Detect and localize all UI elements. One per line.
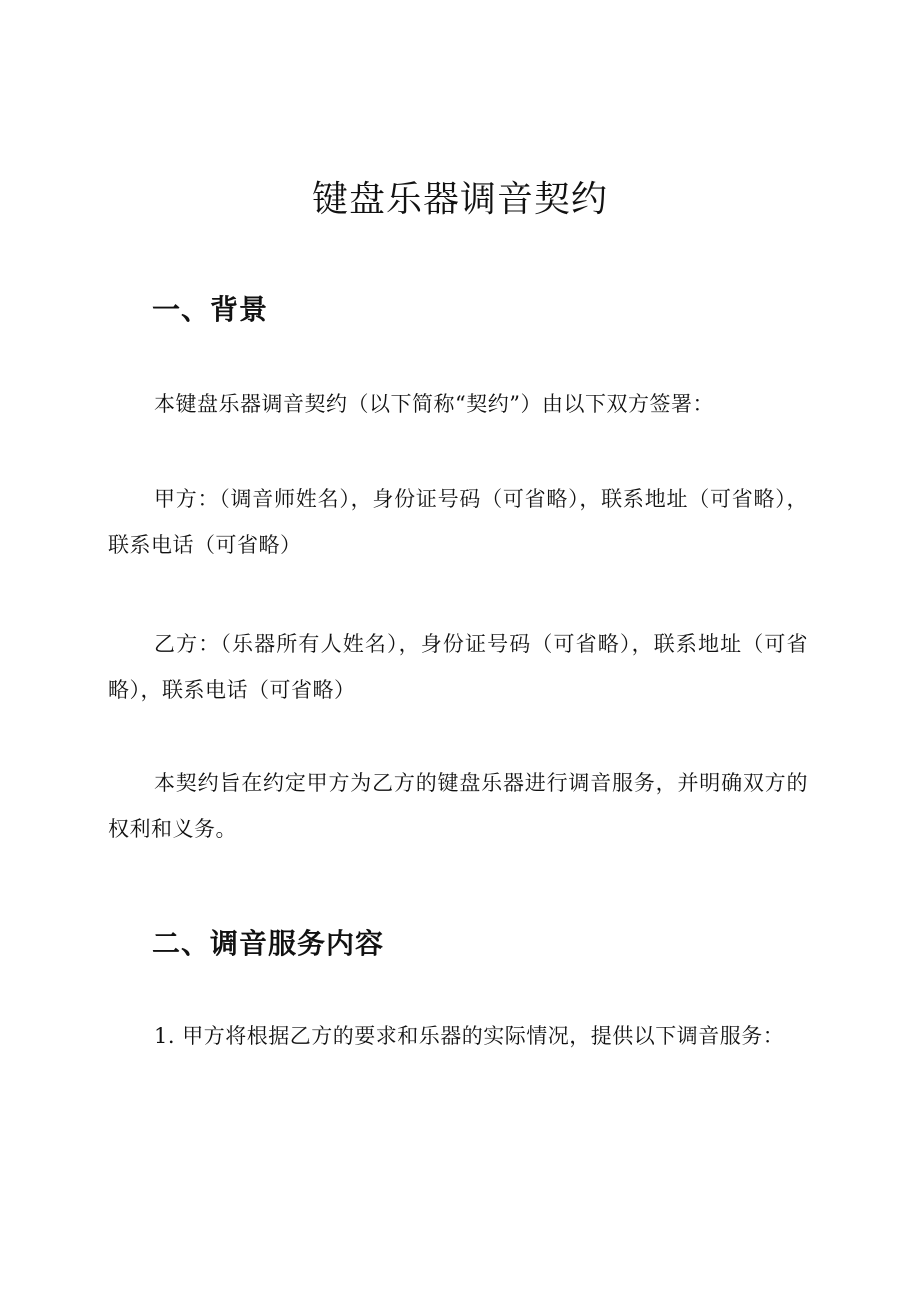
paragraph-service-item-1: 1. 甲方将根据乙方的要求和乐器的实际情况，提供以下调音服务：: [154, 1024, 785, 1048]
document-title: 键盘乐器调音契约: [311, 179, 608, 220]
paragraph-contract-intro: 本键盘乐器调音契约（以下简称“契约”）由以下双方签署：: [154, 392, 714, 416]
section-heading-background: 一、背景: [152, 293, 269, 326]
paragraph-party-b: 乙方：（乐器所有人姓名），身份证号码（可省略），联系地址（可省略），联系电话（可省略）: [108, 632, 808, 702]
paragraph-party-a: 甲方：（调音师姓名），身份证号码（可省略），联系地址（可省略），联系电话（可省略）: [108, 487, 808, 557]
paragraph-purpose: 本契约旨在约定甲方为乙方的键盘乐器进行调音服务，并明确双方的权利和义务。: [108, 771, 808, 841]
section-heading-service-content: 二、调音服务内容: [152, 927, 385, 960]
